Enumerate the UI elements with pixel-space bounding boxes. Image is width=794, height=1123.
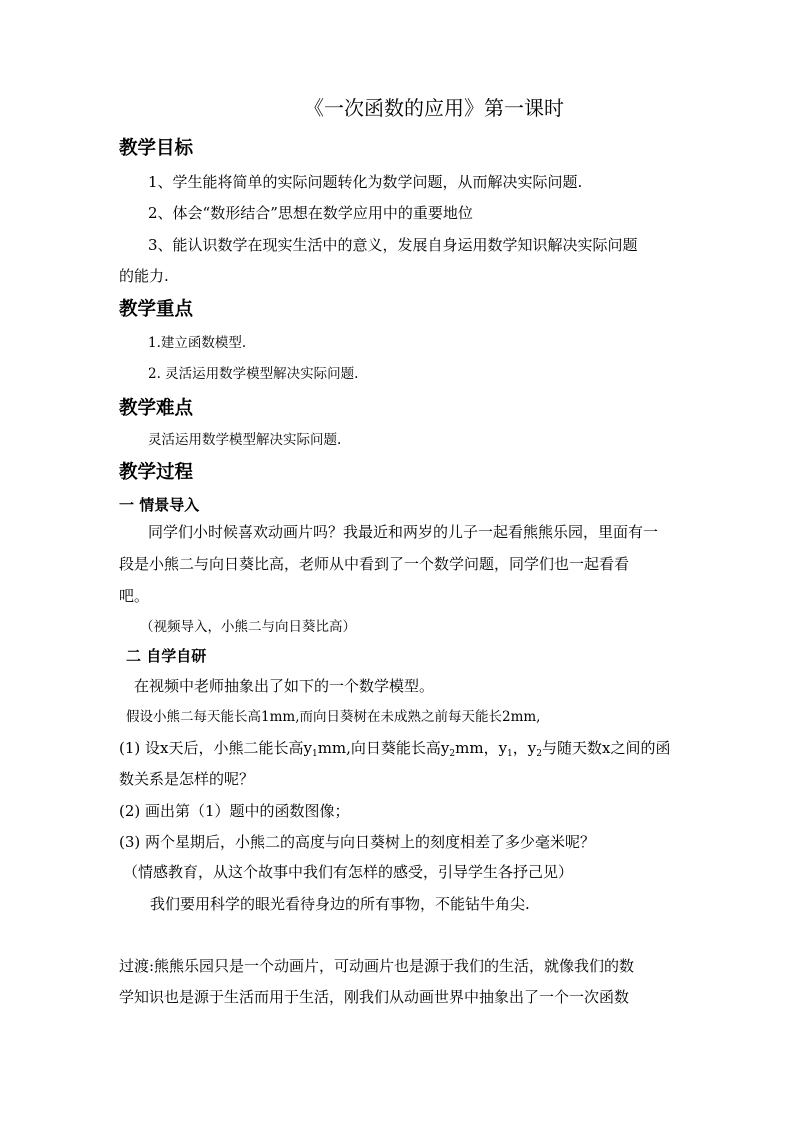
heading-scenario-intro: 一 情景导入 xyxy=(119,496,200,514)
question-1-continued: 数关系是怎样的呢？ xyxy=(119,770,255,788)
goal-item-3: 3、能认识数学在现实生活中的意义，发展自身运用数学知识解决实际问题 xyxy=(148,236,638,254)
document-title: 《一次函数的应用》第一课时 xyxy=(304,96,564,120)
question-3: (3) 两个星期后，小熊二的高度与向日葵树上的刻度相差了多少毫米呢？ xyxy=(119,833,596,851)
scenario-video-note: （视频导入，小熊二与向日葵比高） xyxy=(140,619,356,635)
subscript-4: 2 xyxy=(536,749,542,759)
goal-item-3-continued: 的能力. xyxy=(119,267,169,285)
self-study-intro: 在视频中老师抽象出了如下的一个数学模型。 xyxy=(134,677,435,695)
question-1-text-e: 与随天数x之间的函 xyxy=(542,739,671,757)
scenario-line-3: 吧。 xyxy=(119,587,150,605)
transition-line-1: 过渡:熊熊乐园只是一个动画片，可动画片也是源于我们的生活，就像我们的数 xyxy=(119,957,635,975)
difficulty-text: 灵活运用数学模型解决实际问题. xyxy=(148,432,342,448)
model-assumption: 假设小熊二每天能长高1mm,而向日葵树在未成熟之前每天能长2mm, xyxy=(126,709,541,725)
goal-item-2: 2、体会“数形结合”思想在数学应用中的重要地位 xyxy=(148,204,473,222)
question-1-text-c: mm，y xyxy=(455,739,508,757)
key-point-item-2: 2. 灵活运用数学模型解决实际问题. xyxy=(148,366,359,382)
subscript-3: 1 xyxy=(507,749,513,759)
transition-line-2: 学知识也是源于生活而用于生活，刚我们从动画世界中抽象出了一个一次函数 xyxy=(119,988,630,1006)
question-1-text-b: mm,向日葵能长高y xyxy=(317,739,450,757)
moral-statement: 我们要用科学的眼光看待身边的所有事物，不能钻牛角尖. xyxy=(150,895,530,913)
subscript-1: 1 xyxy=(311,749,318,759)
heading-teaching-goals: 教学目标 xyxy=(119,138,194,159)
heading-self-study: 二 自学自研 xyxy=(126,647,207,665)
scenario-line-1: 同学们小时候喜欢动画片吗？我最近和两岁的儿子一起看熊熊乐园，里面有一 xyxy=(148,523,659,541)
question-1-text-a: (1) 设x天后，小熊二能长高y xyxy=(119,739,312,757)
goal-item-1: 1、学生能将简单的实际问题转化为数学问题，从而解决实际问题. xyxy=(148,173,583,191)
subscript-2: 2 xyxy=(449,749,456,759)
heading-key-points: 教学重点 xyxy=(119,299,194,320)
key-point-item-1: 1.建立函数模型. xyxy=(148,335,247,351)
scenario-line-2: 段是小熊二与向日葵比高，老师从中看到了一个数学问题，同学们也一起看看 xyxy=(119,555,630,573)
heading-teaching-process: 教学过程 xyxy=(119,462,194,483)
emotion-education-note: （情感教育，从这个故事中我们有怎样的感受，引导学生各抒己见） xyxy=(123,863,574,881)
question-2: (2) 画出第（1）题中的函数图像； xyxy=(119,802,350,820)
question-1-text-d: ，y xyxy=(512,739,537,757)
question-1 xyxy=(119,741,670,759)
heading-difficulties: 教学难点 xyxy=(119,398,194,419)
